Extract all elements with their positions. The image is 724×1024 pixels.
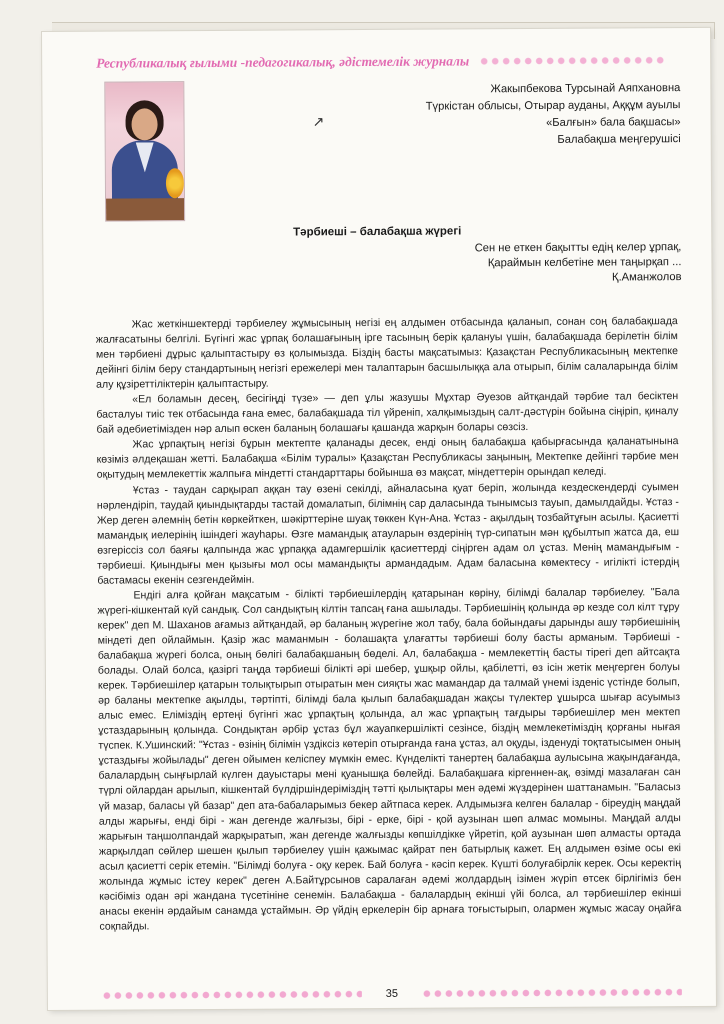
- article-title: Тәрбиеші – балабақша жүрегі: [293, 225, 462, 239]
- epigraph-line: Қараймын келбетіне мен таңырқап ...: [487, 256, 682, 270]
- author-institution: «Балғын» бала бақшасы»: [546, 116, 681, 129]
- article-body: [96, 314, 682, 934]
- author-position: Балабақша меңгерушісі: [557, 133, 681, 146]
- arrow-mark-icon: ↗: [312, 114, 325, 131]
- paragraph: Жас жеткіншектерді тәрбиелеу жұмысының негізі ең алдымен отбасында қаланып, сонан соң балабақшада жалғасатыны белгілі. Бүгінгі жас ұрпақ болашағының іргe тасының берік қалануы үшін, балабақшада берілетін білім мен тәрбиені дұрыс қалыптастыру өз қолымызда. Біздің басты мақсатымыз: Қазақстан Республикасының мектепке дейінгі білім беру стандартының негізгі ережелері мен талаптарын басшылыққа ала отырып, білім салаларында білім алу құзіреттіліктерін қалыптастыру.: [95, 315, 679, 391]
- paragraph: «Ел боламын десең, бесігіңді түзе» — деп ұлы жазушы Мұхтар Әуезов айтқандай тәрбие тал бесіктен басталуы тиіс тек отбасында ғана емес, балабақшада тіл үйреніп, халқымыздың салт-дәстүрін бойына сіңіріп, қиналу бай әдебиетімізден нәр алып өскен баланың болашағы қашанда жарқын болары сөзсіз.: [96, 390, 679, 437]
- photo-flowers: [166, 168, 184, 198]
- page-footer: [102, 982, 682, 1006]
- epigraph-author: Қ.Аманжолов: [612, 271, 682, 284]
- epigraph-line: Сен не еткен бақытты едің келер ұрпақ,: [474, 241, 682, 255]
- footer-ornament-left: [102, 989, 362, 1001]
- paragraph: Жас ұрпақтың негізі бұрын мектепте қаланады десек, енді оның балабақша қабырғасында қаланатынына көзіміз әлдеқашан жетті. Балабақша «Білім туралы» Қазақстан Республикасы заңының, Мектепке дейінгі тәрбие мен оқытудың мемлекеттік жалпыға міндетті стандарттары бойынша өз мақсат, міндеттерін орындап келеді.: [96, 435, 679, 482]
- author-photo: [104, 81, 185, 221]
- document-page: [42, 28, 716, 1010]
- page-number: 35: [385, 987, 399, 1000]
- photo-face: [131, 108, 157, 140]
- author-block: [320, 80, 680, 150]
- paragraph: Ендігі алға қойған мақсатым - білікті тәрбиешілердің қатарынан көріну, білімді балалар тәрбиелеу. "Бала жүрегі-кішкентай күй сандық. Сол сандықтың кілтін тапсаң ғана ашылады. Тәрбиешінің қолында әр кезде сол кілт тұру керек" деп М. Шаханов ағамыз айтқандай, әр баланың жүрегіне жол табу, бала бойындағы дарынды ашу тәрбиешінің міндеті деп ойлаймын. Қазір жас маманмын - болашақта ұлағатты тәрбиеші болу басты арманым. Тәрбиеші - балабақша жүрегі болса, оның бөлігі балабақшаның бөделі. Ал, балабақша - мемлекеттің басты тірегі деп айтсақта болады. Олай болса, қазіргі таңда тәрбиеші білікті әрі шебер, ұшқыр ойлы, қабілетті, өз ісін жетік меңгерген болуы керек. Тәрбиешілер қатарын толықтырып отыратын мен сияқты жас мамандар да талмай үнемі ізденіс үстінде болып, әр баланы мектепке ақылды, тәртіпті, білімді бала қылып балабақшадан жақсы түлектер ұшырса шығар асуымыз алыс емес. Еліміздің ертеңі бүгінгі жас ұрпақтың қолында, ал жас ұрпақтың тағдыры тәрбиешілер мен мектеп ұстаздарының қолында. Сондықтан әрбір ұстаз бұл жауапкершілікті сезінсе, біздің мемлекетіміздің қорғаны нығая түспек. К.Ушинский: "Ұстаз - өзінің білімін үздіксіз көтеріп отырғанда ғана ұстаз, ал оқуды, ізденуді тоқтатысымен оның ұстаздығы жойылады" деген ойымен келіспеу мүмкін емес. Күнделікті танертең балабақша аулысына жақындағанда, балалардың сыңғырлай күлген дауыстары мені қуанышқа бөлейді. Балабақшаға кіргеннен-ақ, өзімді мазалаған сан түрлі ойлардан арылып, кішкентай бүлдіршіндеріміздің тәтті қылықтары мен әдемі жүздерінен шаттанамын. "Баласыз үй мазар, баласы үй базар" деп ата-бабаларымыз бекер айтпаса керек. Алдымызға келген балалар - біреудің маңдай алды жарығы, енді бірі - жан дегенде жалғызы, бірі - ерке, бірі - қой аузынан шөп алмас момыны. Маңдай алды жарығын таңшолпандай жарқыратып, жан дегенде жалғызды көпшілдікке үйретіп, қой аузынан шөп алмасты ортада жарқылдап сөйлер шешен қылып тәрбиелеу үшін қажымас қайрат пен батырлық кажет. Ең алдымен өзіме осы екі асыл қасиетті серік етемін. "Білімді болуға - оқу керек. Бай болуға - кәсіп керек. Күшті болуғабірлік керек. Осы керектің жолында жұмыс істеу керек" деген А.Байтұрсынов саралаған әдемі жолдардың ізімен жүріп өтсек бірлігіміз бен кәсібіміз одан әрі жандана түсетініне сенемін. Балабақша - балалардың екінші үйі болса, ал тәрбиешілер екінші анасы екенін әрдайым санамда ұстаймын. Әр үйдің еркелерін бір арнаға тоғыстырып, олармен жұмыс жасау оңайға соқпайды.: [97, 585, 682, 933]
- author-name: Жакыпбекова Турсынай Аяпхановна: [490, 82, 681, 96]
- page-header: [96, 48, 676, 76]
- footer-ornament-right: [422, 987, 682, 999]
- header-ornament: [479, 55, 666, 66]
- epigraph: [351, 240, 681, 287]
- paragraph: Ұстаз - таудан сарқырап аққан тау өзені секілді, айналасына қуат беріп, жолында кездескендерді суымен нәрлендіріп, таудай қиындықтарды тастай домалатып, білімнің сар даласында тынымсыз тауып, дамылдайды. Ұстаз - Жер деген әлемнің бетін көркейткен, шәкірттеріне шуақ төккен Күн-Ана. Ұстаз - ақылдың тозбайтұғын асылы. Қасиетті мамандық иелерінің ішіндегі жауһары. Өзге мамандық атауларын өздерінің түр-сипатын мән құбылтып жатса да, еш өзгеріссіз сол баяғы қалпында жас ұрпаққа адамгершілік қасиеттерді сіңірген адам ол ұстаз. Менің мамандығым - тәрбиеші. Қиындығы мен қызығы мол осы мамандықты армандадым. Адам баласына көмектесу - игілікті істердің бастамасы екенін сезгендеймін.: [96, 480, 680, 587]
- photo-desk: [106, 198, 184, 220]
- author-location: Түркістан облысы, Отырар ауданы, Аққұм ауылы: [425, 99, 681, 113]
- journal-title: Республикалық ғылыми -педагогикалық, әдістемелік журналы: [96, 53, 470, 71]
